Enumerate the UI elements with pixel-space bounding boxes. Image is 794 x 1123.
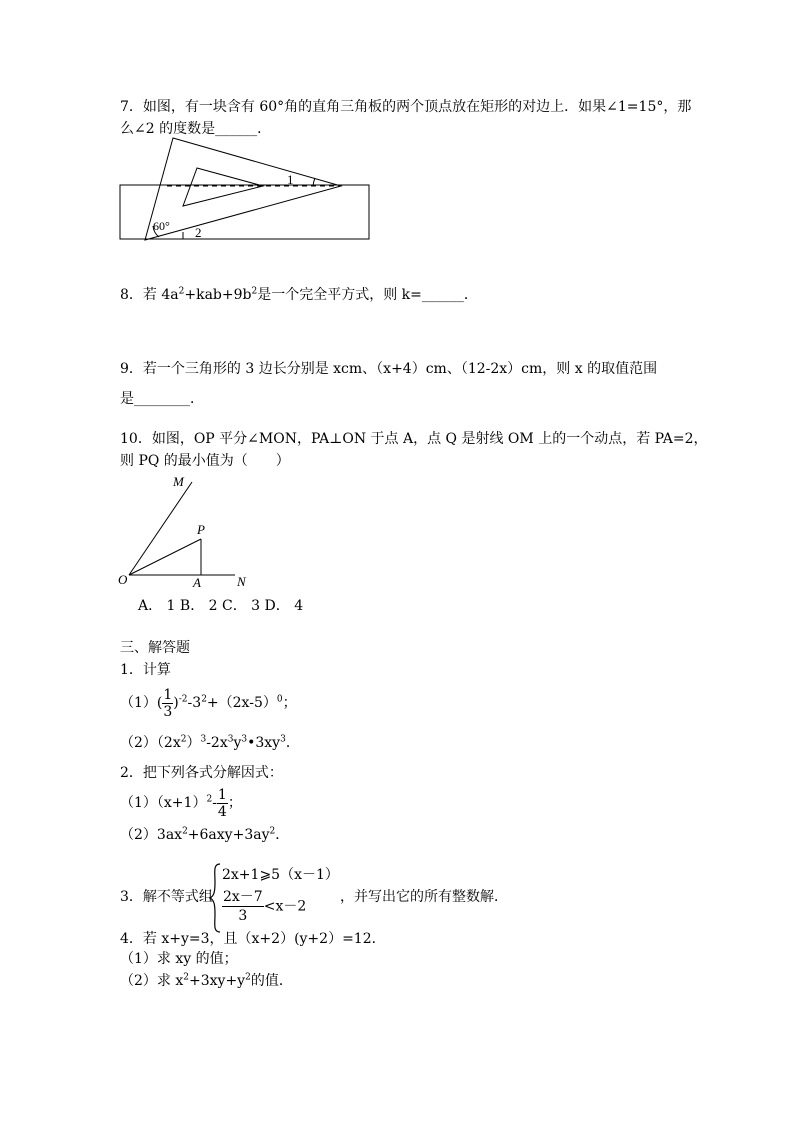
p1-1-exp: -2 xyxy=(178,694,188,705)
p1-1-frac xyxy=(162,687,173,720)
p1-1-rest: -3 xyxy=(187,695,202,711)
p2-1-prefix: （1）（x+1） xyxy=(120,795,207,811)
p3-brace xyxy=(208,862,222,934)
p3-frac-num: 2x－7 xyxy=(223,889,263,905)
p4-2-a: （2）求 x xyxy=(120,973,184,989)
p3-prefix: 3．解不等式组 xyxy=(120,889,213,905)
p3-ineq2-rest: <x－2 xyxy=(263,898,307,915)
p3-frac-den: 3 xyxy=(238,908,248,924)
p4-title: 4．若 x+y=3，且（x+2）(y+2）=12． xyxy=(120,931,386,947)
p1-2-b: ） xyxy=(186,735,201,751)
q10-options: A． 1 B． 2 C． 3 D． 4 xyxy=(138,598,304,614)
p1-1-exp3: 0 xyxy=(276,694,283,705)
q8-prefix: 8．若 4a xyxy=(120,287,179,303)
p2-2-sup2: 2 xyxy=(269,826,276,837)
p3-frac xyxy=(222,888,264,925)
p4-2-c: 的值． xyxy=(250,973,293,989)
label-p: P xyxy=(197,522,205,537)
p2-2-b: +6axy+3ay xyxy=(187,827,270,843)
p2-2-c: ． xyxy=(275,827,290,843)
p2-1-exp: 2 xyxy=(206,794,213,805)
ray-om xyxy=(129,482,192,575)
p1-1-prefix: （1）( xyxy=(120,695,163,711)
triangle-inner xyxy=(183,168,263,206)
p2-1-frac xyxy=(217,787,228,820)
p2-1-end: ； xyxy=(227,795,242,811)
q10-line2: 则 PQ 的最小值为（ ） xyxy=(120,453,290,469)
p1-2-sup2: 3 xyxy=(200,734,207,745)
q10-figure xyxy=(115,472,260,592)
p2-2-sup1: 2 xyxy=(182,826,188,837)
q10-line1: 10．如图，OP 平分∠MON，PA⊥ON 于点 A，点 Q 是射线 OM 上的一个动点，若 PA=2， xyxy=(120,431,708,447)
p2-1-den: 4 xyxy=(217,803,227,820)
q8-line xyxy=(120,286,478,304)
p2-1-num: 1 xyxy=(217,786,227,803)
label-o: O xyxy=(118,572,128,587)
p1-1-exp2: 2 xyxy=(201,694,207,705)
p1-2-a: （2）（2x xyxy=(120,735,181,751)
p1-2-d: y xyxy=(233,735,242,751)
p4-1: （1）求 xy 的值； xyxy=(120,951,238,967)
p4-2-sup1: 2 xyxy=(183,972,189,983)
p4-2-sup2: 2 xyxy=(245,972,251,983)
q7-figure xyxy=(115,134,380,246)
p1-2 xyxy=(120,734,300,752)
p4-2-b: +3xy+y xyxy=(189,973,246,989)
q7-line2: 么∠2 的度数是______． xyxy=(120,121,272,137)
q8-sup2: 2 xyxy=(251,286,258,297)
p1-1: （1）( $\frac{1}{3}$ )$^{-2}-3^2+(2x-5)^0$； xyxy=(120,686,297,720)
p1-1-end: ； xyxy=(282,695,297,711)
p4-2 xyxy=(120,972,293,990)
q7-line1: 7．如图，有一块含有 60°角的直角三角板的两个顶点放在矩形的对边上．如果∠1=15°，那 xyxy=(120,99,692,115)
section3-title: 三、解答题 xyxy=(120,640,190,656)
p3-ineq2 xyxy=(222,888,306,925)
p1-2-sup4: 3 xyxy=(241,734,248,745)
q9-line2: 是________． xyxy=(120,391,204,407)
p1-1-frac-den: 3 xyxy=(163,703,173,720)
triangle-outer xyxy=(145,138,341,240)
p2-title: 2．把下列各式分解因式： xyxy=(120,765,283,781)
p2-2-a: （2）3ax xyxy=(120,827,183,843)
p3-ineq1: 2x+1⩾5（x－1） xyxy=(222,867,339,883)
p1-1-frac-num: 1 xyxy=(163,686,173,703)
p2-2 xyxy=(120,826,289,844)
p1-2-sup5: 3 xyxy=(280,734,286,745)
p2-1-minus: - xyxy=(212,795,217,811)
label-m: M xyxy=(173,474,184,489)
q8-suffix: 是一个完全平方式，则 k=______． xyxy=(257,287,478,303)
p1-2-c: -2x xyxy=(206,735,228,751)
q8-mid: +kab+9b xyxy=(184,287,252,303)
label-a: A xyxy=(193,575,201,590)
p3-suffix: ，并写出它的所有整数解． xyxy=(340,889,508,905)
p1-2-f: ． xyxy=(285,735,300,751)
p1-2-e: •3xy xyxy=(247,735,281,751)
p1-1-tail: +（2x-5） xyxy=(206,695,277,711)
p1-title: 1．计算 xyxy=(120,662,171,678)
segment-op xyxy=(129,539,201,575)
angle-60-label: 60° xyxy=(153,219,170,233)
p1-2-sup3: 3 xyxy=(227,734,234,745)
angle-1-label: 1 xyxy=(287,172,294,187)
q8-sup1: 2 xyxy=(178,286,185,297)
label-n: N xyxy=(237,574,246,589)
q9-line1: 9．若一个三角形的 3 边长分别是 xcm、（x+4）cm、（12-2x）cm，则 x 的取值范围 xyxy=(120,361,658,377)
p1-2-sup1: 2 xyxy=(180,734,187,745)
p2-1 xyxy=(120,786,242,820)
angle-2-label: 2 xyxy=(195,225,202,240)
